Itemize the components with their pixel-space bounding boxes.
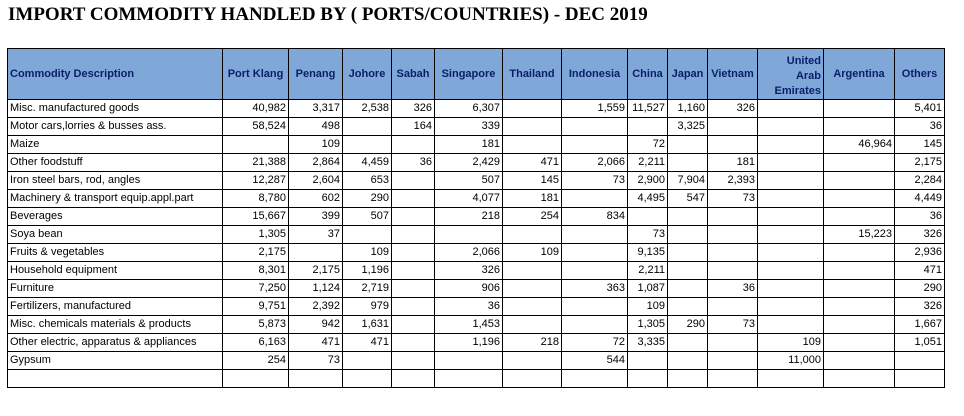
value-cell: 2,538	[343, 100, 392, 118]
value-cell: 73	[628, 226, 668, 244]
value-cell: 7,250	[223, 280, 289, 298]
value-cell: 1,196	[343, 262, 392, 280]
column-header: Vietnam	[708, 49, 758, 100]
value-cell: 109	[503, 244, 562, 262]
value-cell: 1,124	[289, 280, 343, 298]
value-cell: 9,751	[223, 298, 289, 316]
table-row	[8, 118, 945, 136]
value-cell: 4,449	[895, 190, 945, 208]
value-cell	[628, 352, 668, 370]
table-row	[8, 352, 945, 370]
value-cell	[628, 118, 668, 136]
value-cell	[503, 316, 562, 334]
value-cell	[503, 352, 562, 370]
value-cell	[503, 136, 562, 154]
value-cell: 290	[343, 190, 392, 208]
value-cell	[392, 172, 435, 190]
value-cell	[824, 154, 895, 172]
table-row	[8, 280, 945, 298]
value-cell: 1,051	[895, 334, 945, 352]
value-cell: 290	[895, 280, 945, 298]
value-cell	[392, 226, 435, 244]
value-cell	[668, 244, 708, 262]
table-row	[8, 208, 945, 226]
value-cell	[668, 370, 708, 388]
value-cell: 72	[628, 136, 668, 154]
value-cell	[758, 244, 824, 262]
value-cell	[668, 352, 708, 370]
value-cell: 2,066	[562, 154, 628, 172]
table-row	[8, 136, 945, 154]
value-cell	[824, 208, 895, 226]
value-cell	[503, 370, 562, 388]
value-cell: 15,667	[223, 208, 289, 226]
value-cell: 164	[392, 118, 435, 136]
value-cell	[668, 262, 708, 280]
value-cell	[824, 334, 895, 352]
value-cell: 1,667	[895, 316, 945, 334]
value-cell: 15,223	[824, 226, 895, 244]
value-cell: 109	[289, 136, 343, 154]
commodity-table	[7, 48, 945, 388]
header-row	[8, 49, 945, 100]
commodity-name-cell: Misc. manufactured goods	[8, 100, 223, 118]
value-cell	[824, 352, 895, 370]
commodity-name-cell: Maize	[8, 136, 223, 154]
column-header: Thailand	[503, 49, 562, 100]
table-row	[8, 154, 945, 172]
header-line: Emirates	[774, 85, 821, 97]
value-cell	[562, 262, 628, 280]
value-cell	[435, 352, 503, 370]
table-row	[8, 262, 945, 280]
column-header: Sabah	[392, 49, 435, 100]
value-cell	[392, 136, 435, 154]
value-cell	[824, 316, 895, 334]
value-cell	[668, 154, 708, 172]
value-cell	[824, 118, 895, 136]
value-cell: 5,401	[895, 100, 945, 118]
value-cell	[708, 370, 758, 388]
value-cell	[824, 190, 895, 208]
commodity-name-cell: Machinery & transport equip.appl.part	[8, 190, 223, 208]
value-cell: 4,495	[628, 190, 668, 208]
value-cell: 73	[708, 190, 758, 208]
table-row	[8, 190, 945, 208]
value-cell: 326	[895, 226, 945, 244]
value-cell: 73	[289, 352, 343, 370]
value-cell: 254	[223, 352, 289, 370]
value-cell	[895, 370, 945, 388]
value-cell	[343, 352, 392, 370]
value-cell: 36	[435, 298, 503, 316]
value-cell: 58,524	[223, 118, 289, 136]
value-cell	[708, 118, 758, 136]
value-cell: 3,325	[668, 118, 708, 136]
value-cell: 218	[503, 334, 562, 352]
table-row	[8, 370, 945, 388]
column-header: Argentina	[824, 49, 895, 100]
value-cell	[562, 316, 628, 334]
value-cell: 2,900	[628, 172, 668, 190]
value-cell: 37	[289, 226, 343, 244]
value-cell	[708, 226, 758, 244]
column-header: Johore	[343, 49, 392, 100]
value-cell: 942	[289, 316, 343, 334]
value-cell: 2,175	[895, 154, 945, 172]
value-cell	[668, 334, 708, 352]
value-cell	[503, 226, 562, 244]
commodity-name-cell: Gypsum	[8, 352, 223, 370]
value-cell: 73	[562, 172, 628, 190]
value-cell: 181	[435, 136, 503, 154]
value-cell	[343, 226, 392, 244]
value-cell	[435, 226, 503, 244]
column-header: Singapore	[435, 49, 503, 100]
value-cell: 3,317	[289, 100, 343, 118]
value-cell	[708, 334, 758, 352]
value-cell	[343, 136, 392, 154]
table-row	[8, 100, 945, 118]
column-header: Indonesia	[562, 49, 628, 100]
value-cell: 7,904	[668, 172, 708, 190]
value-cell: 11,000	[758, 352, 824, 370]
table-body	[8, 100, 945, 388]
value-cell	[758, 190, 824, 208]
value-cell: 8,301	[223, 262, 289, 280]
value-cell	[758, 262, 824, 280]
value-cell	[668, 208, 708, 226]
value-cell	[503, 262, 562, 280]
commodity-name-cell: Beverages	[8, 208, 223, 226]
value-cell: 326	[435, 262, 503, 280]
value-cell	[503, 280, 562, 298]
value-cell	[824, 298, 895, 316]
value-cell: 471	[343, 334, 392, 352]
value-cell	[758, 280, 824, 298]
value-cell: 218	[435, 208, 503, 226]
value-cell: 2,284	[895, 172, 945, 190]
value-cell: 2,175	[289, 262, 343, 280]
value-cell: 109	[343, 244, 392, 262]
value-cell: 471	[289, 334, 343, 352]
value-cell	[392, 190, 435, 208]
value-cell: 507	[343, 208, 392, 226]
value-cell	[289, 244, 343, 262]
table-row	[8, 334, 945, 352]
value-cell	[708, 298, 758, 316]
value-cell: 36	[708, 280, 758, 298]
value-cell: 1,087	[628, 280, 668, 298]
value-cell: 6,163	[223, 334, 289, 352]
value-cell: 326	[895, 298, 945, 316]
value-cell	[708, 352, 758, 370]
value-cell: 21,388	[223, 154, 289, 172]
value-cell: 2,392	[289, 298, 343, 316]
value-cell	[895, 352, 945, 370]
value-cell: 1,453	[435, 316, 503, 334]
column-header: Commodity Description	[8, 49, 223, 100]
value-cell: 471	[503, 154, 562, 172]
value-cell: 2,604	[289, 172, 343, 190]
commodity-name-cell	[8, 370, 223, 388]
value-cell: 1,631	[343, 316, 392, 334]
value-cell	[758, 370, 824, 388]
value-cell	[758, 226, 824, 244]
value-cell	[223, 370, 289, 388]
value-cell: 181	[708, 154, 758, 172]
value-cell	[708, 136, 758, 154]
value-cell: 181	[503, 190, 562, 208]
column-header: Port Klang	[223, 49, 289, 100]
value-cell	[758, 154, 824, 172]
commodity-name-cell: Misc. chemicals materials & products	[8, 316, 223, 334]
value-cell: 507	[435, 172, 503, 190]
value-cell	[343, 118, 392, 136]
value-cell: 471	[895, 262, 945, 280]
column-header: Others	[895, 49, 945, 100]
value-cell	[435, 370, 503, 388]
value-cell: 653	[343, 172, 392, 190]
value-cell	[758, 316, 824, 334]
value-cell: 145	[503, 172, 562, 190]
value-cell: 399	[289, 208, 343, 226]
value-cell	[562, 136, 628, 154]
value-cell: 2,211	[628, 154, 668, 172]
value-cell: 109	[758, 334, 824, 352]
value-cell: 254	[503, 208, 562, 226]
value-cell	[758, 298, 824, 316]
commodity-name-cell: Household equipment	[8, 262, 223, 280]
value-cell	[343, 370, 392, 388]
value-cell: 1,160	[668, 100, 708, 118]
value-cell: 2,429	[435, 154, 503, 172]
value-cell: 4,459	[343, 154, 392, 172]
value-cell: 46,964	[824, 136, 895, 154]
value-cell: 109	[628, 298, 668, 316]
value-cell: 73	[708, 316, 758, 334]
value-cell: 363	[562, 280, 628, 298]
value-cell: 339	[435, 118, 503, 136]
value-cell	[668, 280, 708, 298]
value-cell: 8,780	[223, 190, 289, 208]
value-cell	[392, 244, 435, 262]
value-cell	[628, 370, 668, 388]
value-cell	[758, 208, 824, 226]
value-cell: 326	[392, 100, 435, 118]
value-cell: 547	[668, 190, 708, 208]
value-cell	[708, 262, 758, 280]
value-cell	[223, 136, 289, 154]
value-cell: 12,287	[223, 172, 289, 190]
value-cell	[289, 370, 343, 388]
table-row	[8, 172, 945, 190]
column-header: Penang	[289, 49, 343, 100]
value-cell	[824, 244, 895, 262]
value-cell	[758, 118, 824, 136]
value-cell: 602	[289, 190, 343, 208]
commodity-name-cell: Furniture	[8, 280, 223, 298]
table-row	[8, 244, 945, 262]
value-cell	[758, 100, 824, 118]
value-cell: 36	[895, 118, 945, 136]
value-cell: 3,335	[628, 334, 668, 352]
value-cell: 2,175	[223, 244, 289, 262]
value-cell: 145	[895, 136, 945, 154]
value-cell: 4,077	[435, 190, 503, 208]
header-line: Arab	[795, 70, 821, 82]
value-cell	[758, 172, 824, 190]
commodity-name-cell: Soya bean	[8, 226, 223, 244]
value-cell	[628, 208, 668, 226]
value-cell: 2,066	[435, 244, 503, 262]
value-cell: 11,527	[628, 100, 668, 118]
value-cell	[503, 298, 562, 316]
value-cell	[668, 136, 708, 154]
value-cell	[392, 334, 435, 352]
value-cell: 906	[435, 280, 503, 298]
value-cell: 2,211	[628, 262, 668, 280]
value-cell: 1,305	[628, 316, 668, 334]
value-cell: 40,982	[223, 100, 289, 118]
value-cell: 36	[895, 208, 945, 226]
value-cell	[562, 226, 628, 244]
value-cell: 834	[562, 208, 628, 226]
value-cell	[758, 136, 824, 154]
commodity-name-cell: Other electric, apparatus & appliances	[8, 334, 223, 352]
value-cell	[392, 370, 435, 388]
value-cell: 6,307	[435, 100, 503, 118]
value-cell	[392, 280, 435, 298]
value-cell: 2,936	[895, 244, 945, 262]
value-cell: 9,135	[628, 244, 668, 262]
commodity-name-cell: Fruits & vegetables	[8, 244, 223, 262]
table-row	[8, 226, 945, 244]
value-cell	[562, 370, 628, 388]
value-cell: 979	[343, 298, 392, 316]
value-cell	[824, 370, 895, 388]
value-cell: 498	[289, 118, 343, 136]
value-cell	[562, 118, 628, 136]
value-cell	[392, 262, 435, 280]
column-header: Japan	[668, 49, 708, 100]
value-cell: 36	[392, 154, 435, 172]
value-cell	[392, 352, 435, 370]
value-cell	[562, 244, 628, 262]
value-cell: 326	[708, 100, 758, 118]
value-cell	[708, 244, 758, 262]
column-header: China	[628, 49, 668, 100]
value-cell	[824, 280, 895, 298]
value-cell: 1,196	[435, 334, 503, 352]
value-cell: 2,719	[343, 280, 392, 298]
commodity-name-cell: Other foodstuff	[8, 154, 223, 172]
table-header	[8, 49, 945, 100]
value-cell: 1,305	[223, 226, 289, 244]
value-cell: 2,393	[708, 172, 758, 190]
value-cell: 544	[562, 352, 628, 370]
value-cell	[562, 298, 628, 316]
value-cell: 1,559	[562, 100, 628, 118]
value-cell: 72	[562, 334, 628, 352]
value-cell	[824, 100, 895, 118]
table-row	[8, 298, 945, 316]
value-cell: 290	[668, 316, 708, 334]
value-cell	[668, 298, 708, 316]
commodity-name-cell: Motor cars,lorries & busses ass.	[8, 118, 223, 136]
value-cell	[392, 316, 435, 334]
header-line: United	[786, 55, 821, 67]
value-cell	[824, 262, 895, 280]
value-cell	[562, 190, 628, 208]
value-cell	[392, 298, 435, 316]
commodity-name-cell: Fertilizers, manufactured	[8, 298, 223, 316]
value-cell: 2,864	[289, 154, 343, 172]
value-cell	[503, 118, 562, 136]
table-row	[8, 316, 945, 334]
column-header	[758, 49, 824, 100]
value-cell: 5,873	[223, 316, 289, 334]
value-cell	[668, 226, 708, 244]
value-cell	[392, 208, 435, 226]
value-cell	[824, 172, 895, 190]
page-title: IMPORT COMMODITY HANDLED BY ( PORTS/COUNTRIES) - DEC 2019	[8, 4, 648, 25]
commodity-name-cell: Iron steel bars, rod, angles	[8, 172, 223, 190]
value-cell	[503, 100, 562, 118]
value-cell	[708, 208, 758, 226]
